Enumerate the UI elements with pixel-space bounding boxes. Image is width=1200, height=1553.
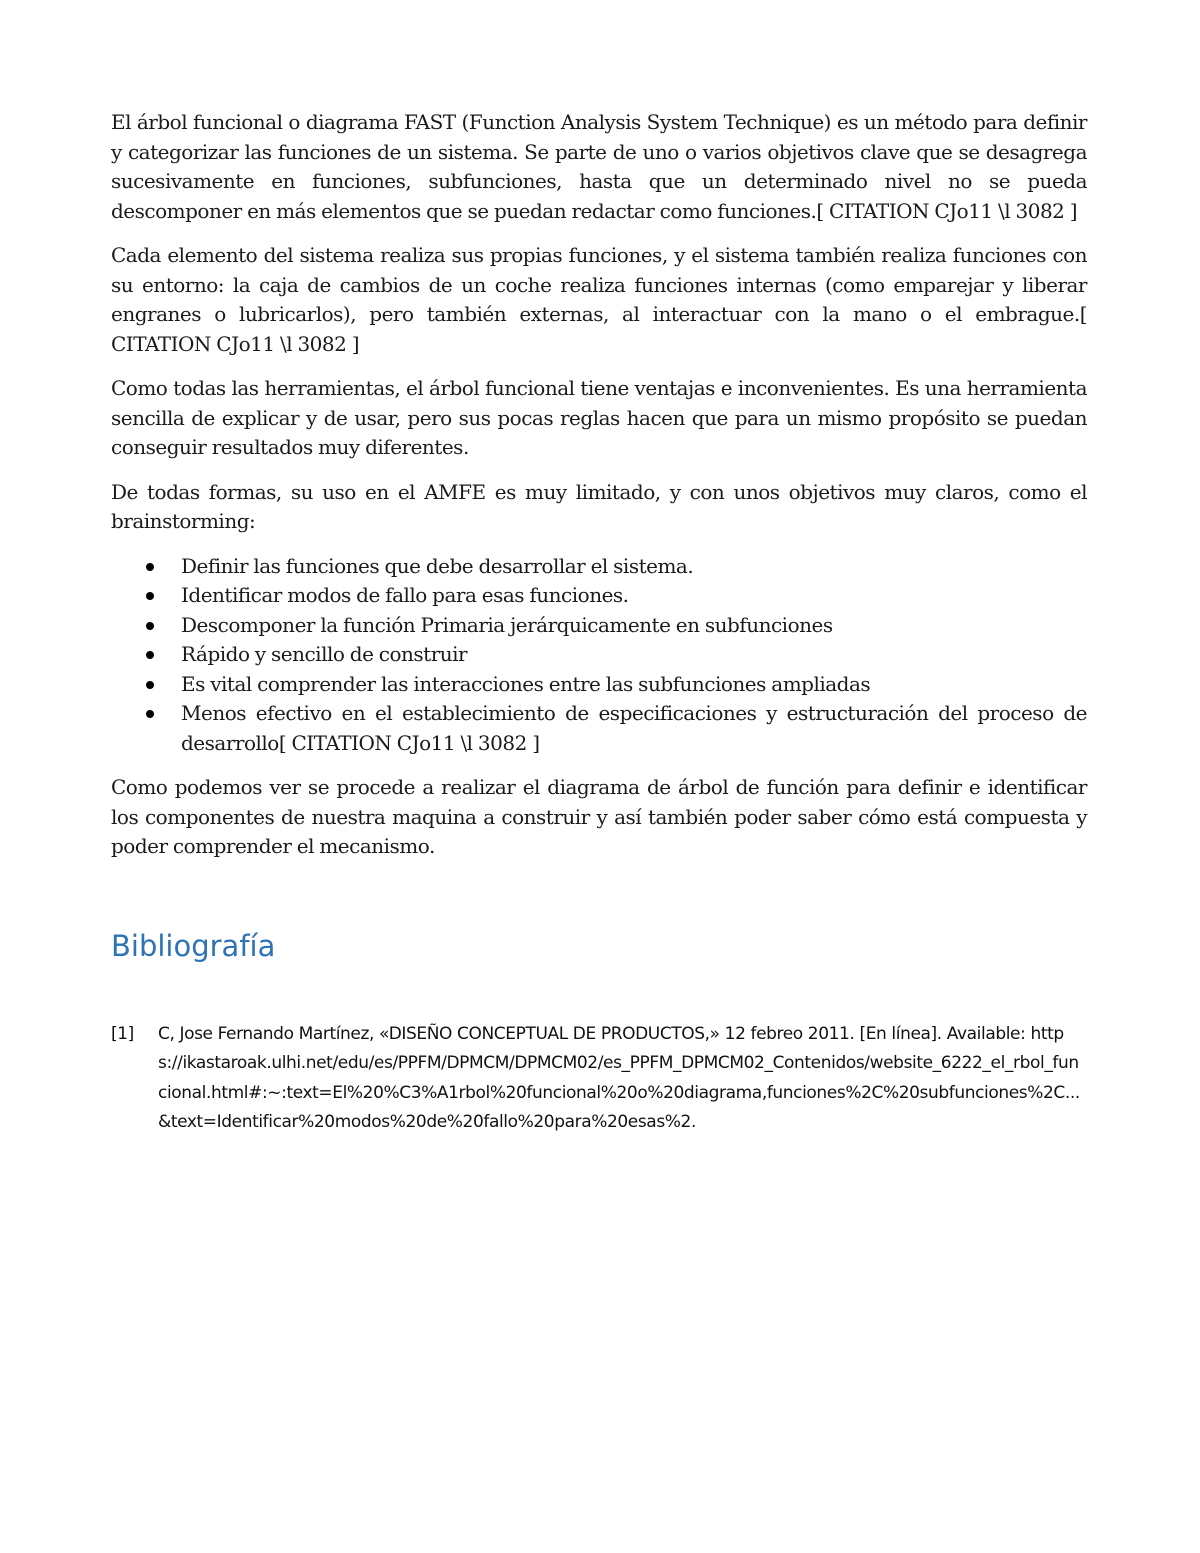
list-item bbox=[111, 581, 1087, 611]
bibliography-entry-number: [1] bbox=[111, 1023, 134, 1044]
document-page bbox=[111, 108, 1087, 1138]
list-item-text: Descomponer la función Primaria jerárquicamente en subfunciones bbox=[181, 612, 833, 637]
bibliography-heading: Bibliografía bbox=[111, 928, 276, 963]
list-item-text: Identificar modos de fallo para esas funciones. bbox=[181, 583, 629, 607]
bibliography-entry-text: C, Jose Fernando Martínez, «DISEÑO CONCEPTUAL DE PRODUCTOS,» 12 febreo 2011. [En línea]. Available: https://ikastaroak.ulhi.net/edu/es/PPFM/DPMCM/DPMCM02/es_PPFM_DPMCM02_Contenidos/website_6222_el_rbol_funcional.html#:~:text=El%20%C3%A1rbol%20funcional%20o%20diagrama,funciones%2C%20subfunciones%2C...&text=Identificar%20modos%20de%20fallo%20para%20esas%2. bbox=[158, 1023, 1080, 1132]
bullet-icon bbox=[146, 622, 154, 630]
list-item bbox=[111, 670, 1087, 700]
list-item bbox=[111, 552, 1087, 582]
paragraph-amfe-usage: De todas formas, su uso en el AMFE es muy limitado, y con unos objetivos muy claros, como el brainstorming: bbox=[111, 479, 1087, 533]
list-item-text: Definir las funciones que debe desarrollar el sistema. bbox=[181, 553, 694, 578]
paragraph-fast-definition: El árbol funcional o diagrama FAST (Function Analysis System Technique) es un método para definir y categorizar las funciones de un sistema. Se parte de uno o varios objetivos clave que se desagrega sucesivamente en funciones, subfunciones, hasta que un determinado nivel no se pueda descomponer en más elementos que se puedan redactar como funciones.[ CITATION CJo11 \l 3082 ] bbox=[111, 110, 1087, 223]
bullet-icon bbox=[146, 563, 154, 571]
bibliography-entry bbox=[111, 1020, 1087, 1138]
list-item bbox=[111, 640, 1087, 670]
list-item bbox=[111, 699, 1087, 758]
bullet-icon bbox=[146, 710, 154, 718]
paragraph-system-functions: Cada elemento del sistema realiza sus propias funciones, y el sistema también realiza funciones con su entorno: la caja de cambios de un coche realiza funciones internas (como emparejar y liberar engranes o lubricarlos), pero también externas, al interactuar con la mano o el embrague.[ CITATION CJo11 \l 3082 ] bbox=[111, 243, 1087, 356]
bullet-icon bbox=[146, 651, 154, 659]
list-item-text: Menos efectivo en el establecimiento de especificaciones y estructuración del proceso de desarrollo[ CITATION CJo11 \l 3082 ] bbox=[181, 701, 1087, 755]
list-item-text: Es vital comprender las interacciones entre las subfunciones ampliadas bbox=[181, 671, 871, 696]
bullet-icon bbox=[146, 681, 154, 689]
paragraph-conclusion: Como podemos ver se procede a realizar el diagrama de árbol de función para definir e identificar los componentes de nuestra maquina a construir y así también poder saber cómo está compuesta y poder comprender el mecanismo. bbox=[111, 775, 1087, 858]
paragraph-pros-cons: Como todas las herramientas, el árbol funcional tiene ventajas e inconvenientes. Es una herramienta sencilla de explicar y de usar, pero sus pocas reglas hacen que para un mismo propósito se puedan conseguir resultados muy diferentes. bbox=[111, 376, 1087, 459]
bullet-list bbox=[111, 552, 1087, 759]
list-item bbox=[111, 611, 1087, 641]
bullet-icon bbox=[146, 592, 154, 600]
list-item-text: Rápido y sencillo de construir bbox=[181, 642, 468, 666]
